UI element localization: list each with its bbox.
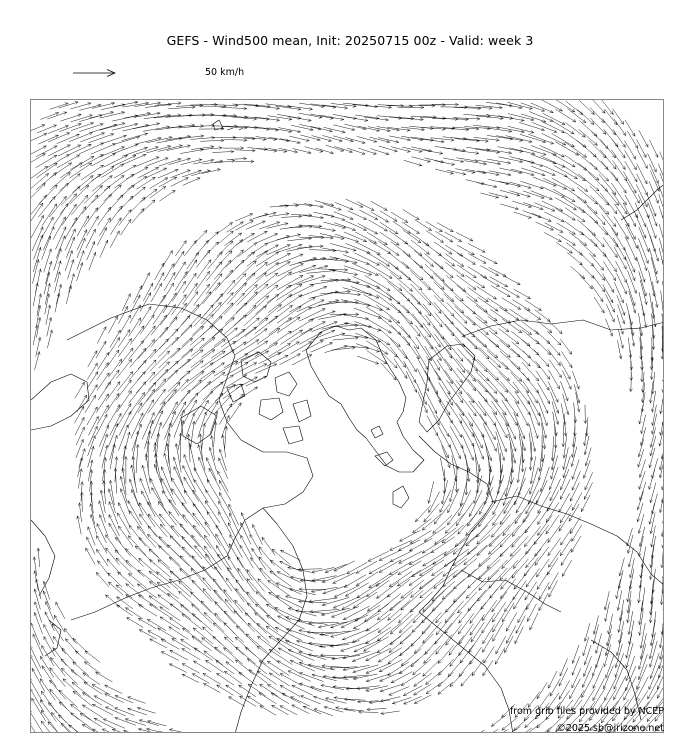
coastline-scandinavia [419, 344, 475, 432]
coastline-svalbard [371, 426, 383, 438]
wind-map [31, 100, 664, 733]
coastline-hudson-bay [181, 406, 217, 444]
legend-reference-arrow [72, 66, 118, 80]
coastline-pacific-islands [213, 120, 243, 130]
credit-source: from grib files provided by NCEP [509, 706, 664, 717]
coastline-europe [419, 436, 493, 612]
wind-map-frame [30, 99, 664, 733]
map-title: GEFS - Wind500 mean, Init: 20250715 00z - Valid: week 3 [166, 33, 534, 48]
coastline-uk [393, 486, 409, 508]
legend-speed-label: 50 km/h [205, 67, 245, 78]
coastline-alaska [31, 374, 89, 430]
wind-arrow-field [31, 100, 664, 733]
coastline-mediterranean [461, 570, 561, 612]
credit-copyright: ©2025 sb@irizone.net [556, 723, 664, 734]
coastlines [31, 120, 664, 733]
wind-arrows [31, 100, 664, 733]
coastline-iceland [375, 452, 393, 466]
